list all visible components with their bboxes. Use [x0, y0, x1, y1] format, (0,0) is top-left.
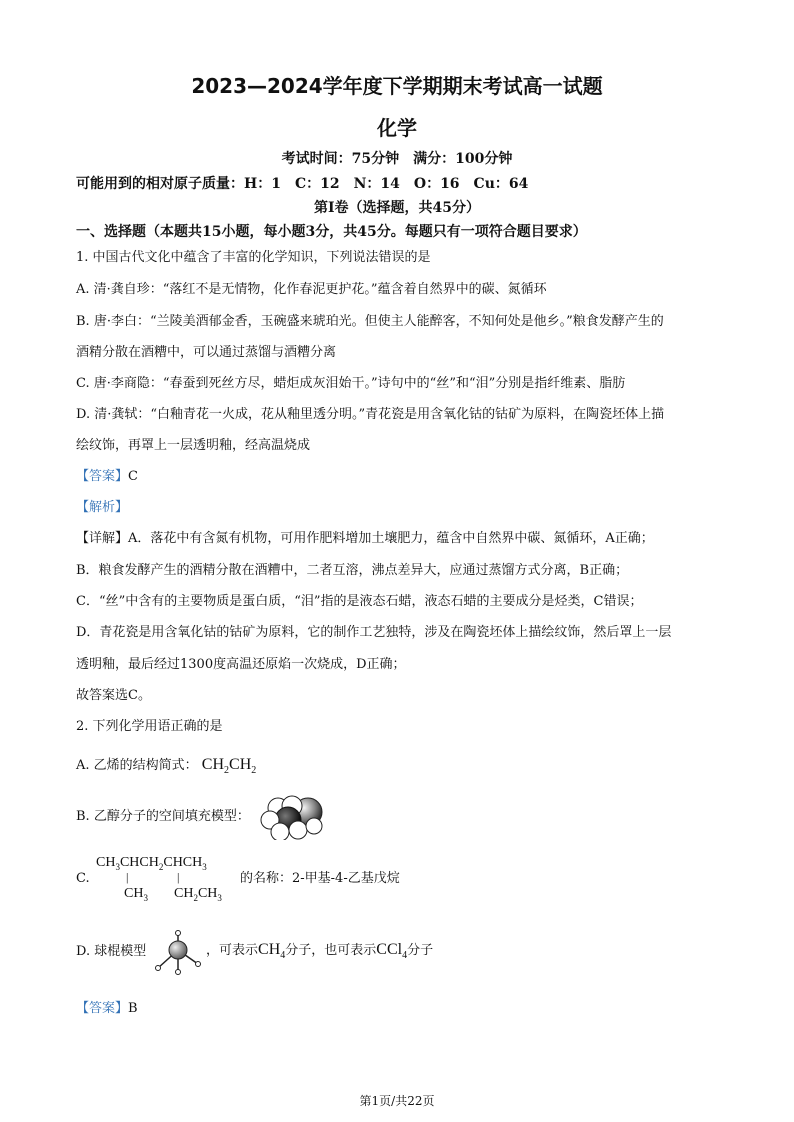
- q2-option-c-text: 的名称：2-甲基-4-乙基戊烷: [240, 871, 400, 886]
- ccl4-formula: CCl$_4$: [376, 941, 408, 962]
- q1-option-b-line1: B. 唐·李白：“兰陵美酒郁金香，玉碗盛来琥珀光。但使主人能醉客，不知何处是他乡。”粮食发酵产生的: [76, 314, 664, 329]
- q1-option-d-line1: D. 清·龚轼：“白釉青花一火成，花从釉里透分明。”青花瓷是用含氧化钴的钴矿为原料，在陶瓷坯体上描: [76, 407, 665, 422]
- part-heading: 第Ⅰ卷（选择题，共45分）: [313, 200, 481, 216]
- q2-answer: [76, 1000, 138, 1018]
- q2-a-text: A. 乙烯的结构简式：: [76, 758, 198, 773]
- q1-answer: [76, 468, 138, 486]
- q1-analysis-tag: [76, 499, 128, 517]
- ball-stick-model: [148, 930, 208, 978]
- q1-detail-d-line2: 透明釉，最后经过1300度高温还原焰一次烧成，D正确；: [76, 657, 406, 672]
- answer-tag: 【答案】: [76, 1001, 129, 1016]
- exam-title: 2023—2024学年度下学期期末考试高一试题: [191, 74, 603, 98]
- ch4-formula: $CH_4$: [258, 941, 286, 962]
- answer-value: B: [128, 1001, 138, 1016]
- bond-line-2: |: [177, 870, 180, 884]
- q2-option-d-text: D. 球棍模型: [76, 944, 147, 959]
- ethylene-formula: $CH_2CH_2$: [201, 756, 257, 777]
- page-footer: 第1页/共22页: [359, 1094, 435, 1108]
- q2-stem: 2. 下列化学用语正确的是: [76, 719, 223, 734]
- bond-line-1: |: [126, 870, 129, 884]
- q1-stem: 1. 中国古代文化中蕴含了丰富的化学知识，下列说法错误的是: [76, 250, 431, 265]
- q2-option-c-label: C.: [76, 871, 90, 886]
- analysis-tag: 【解析】: [76, 500, 129, 515]
- atomic-masses: 可能用到的相对原子质量：H：1 C：12 N：14 O：16 Cu：64: [76, 176, 529, 192]
- answer-value: C: [128, 469, 138, 484]
- q1-option-c: C. 唐·李商隐：“春蚕到死丝方尽，蜡炬成灰泪始干。”诗句中的“丝”和“泪”分别是指纤维素、脂肪: [76, 376, 626, 391]
- subject-title: 化学: [377, 116, 417, 140]
- q2-option-b-text: B. 乙醇分子的空间填充模型：: [76, 809, 250, 824]
- detail-tag: 【详解】: [76, 531, 129, 546]
- ethanol-space-filling-model: [258, 794, 324, 840]
- q2-d-mid: ，可表示: [206, 943, 259, 958]
- q1-option-d-line2: 绘纹饰，再罩上一层透明釉，经高温烧成: [76, 438, 311, 453]
- q1-detail-c: C．“丝”中含有的主要物质是蛋白质，“泪”指的是液态石蜡，液态石蜡的主要成分是烃类，C错误；: [76, 594, 643, 609]
- structural-formula-ethyl: $CH_2CH_3$: [174, 886, 222, 903]
- exam-info: 考试时间：75分钟 满分：100分钟: [281, 151, 513, 167]
- q2-d-end: 分子: [407, 943, 434, 958]
- q1-option-b-line2: 酒精分散在酒糟中，可以通过蒸馏与酒糟分离: [76, 345, 337, 360]
- section-heading: 一、选择题（本题共15小题，每小题3分，共45分。每题只有一项符合题目要求）: [76, 224, 587, 240]
- q2-d-mid2: 分子，也可表示: [285, 943, 377, 958]
- q1-detail-a: [76, 530, 654, 548]
- q2-option-d-rest: [206, 941, 433, 965]
- q1-detail-d-line1: D．青花瓷是用含氧化钴的钴矿为原料，它的制作工艺独特，涉及在陶瓷坯体上描绘纹饰，然后罩上一层: [76, 625, 672, 640]
- answer-tag: 【答案】: [76, 469, 129, 484]
- q1-conclusion: 故答案选C。: [76, 688, 151, 703]
- q2-option-a: [76, 756, 256, 780]
- structural-formula-methyl: $CH_3$: [124, 886, 148, 903]
- q1-option-a: A. 清·龚自珍：“落红不是无情物，化作春泥更护花。”蕴含着自然界中的碳、氮循环: [76, 282, 547, 297]
- structural-formula-top: $CH_3CHCH_2CHCH_3$: [96, 855, 207, 872]
- detail-a-text: A．落花中有含氮有机物，可用作肥料增加土壤肥力，蕴含中自然界中碳、氮循环，A正确；: [128, 531, 654, 546]
- q1-detail-b: B．粮食发酵产生的酒精分散在酒糟中，二者互溶，沸点差异大，应通过蒸馏方式分离，B正确；: [76, 563, 629, 578]
